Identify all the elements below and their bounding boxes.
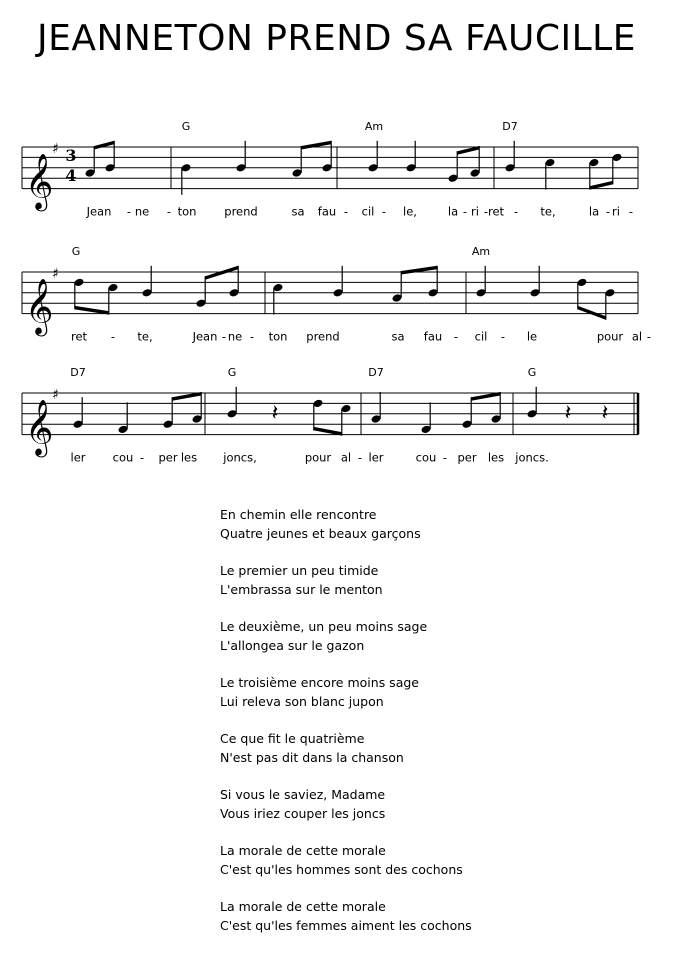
lyric-syllable: -: [139, 450, 145, 465]
lyric-syllable: cil: [474, 329, 488, 344]
verse-stanza: [220, 785, 640, 823]
note-beam: [578, 306, 606, 320]
lyric-syllable: -: [500, 329, 506, 344]
lyric-syllable: ri: [471, 204, 479, 219]
lyric-syllable: -: [453, 329, 459, 344]
staff-system-3: [22, 366, 638, 465]
lyric-syllable: -: [483, 204, 489, 219]
lyric-syllable: -: [357, 450, 363, 465]
verse-line: C'est qu'les femmes aiment les cochons: [220, 918, 472, 933]
chord-symbol: G: [181, 120, 191, 133]
verse-stanza: [220, 841, 640, 879]
verse-line: C'est qu'les hommes sont des cochons: [220, 862, 463, 877]
lyric-syllable: ret: [487, 204, 505, 219]
chord-symbol: D7: [502, 120, 518, 133]
note-beam: [94, 141, 114, 150]
lyric-syllable: cou: [112, 450, 134, 465]
lyric-syllable: -: [249, 329, 255, 344]
staff-system-2: [22, 245, 651, 344]
chord-symbol: Am: [471, 245, 491, 258]
lyric-syllable: joncs.: [515, 450, 549, 465]
lyric-syllable: -: [221, 329, 227, 344]
lyric-syllable: joncs,: [223, 450, 257, 465]
verse-line: Vous iriez couper les joncs: [220, 806, 386, 821]
lyric-syllable: la: [447, 204, 459, 219]
chord-symbol: G: [227, 366, 237, 379]
staff-system-1: [22, 120, 638, 219]
lyric-syllable: pour: [304, 450, 332, 465]
lyric-syllable: cil: [361, 204, 375, 219]
lyric-syllable: -: [442, 450, 448, 465]
key-signature-sharp-icon: ♯: [52, 387, 59, 403]
verse-stanza: [220, 673, 640, 711]
verse-line: La morale de cette morale: [220, 899, 386, 914]
verse-line: Quatre jeunes et beaux garçons: [220, 526, 421, 541]
note-beam: [401, 266, 437, 275]
lyric-syllable: Jean: [86, 204, 112, 219]
verses: [220, 505, 640, 953]
verse-line: Le deuxième, un peu moins sage: [220, 619, 428, 634]
lyric-syllable: ret: [70, 329, 88, 344]
lyric-syllable: ne: [227, 329, 243, 344]
chord-symbol: D7: [368, 366, 384, 379]
lyric-syllable: al: [631, 329, 643, 344]
lyric-syllable: ler: [368, 450, 384, 465]
treble-clef-icon: 𝄞: [25, 278, 54, 335]
lyric-syllable: la: [588, 204, 600, 219]
lyric-syllable: -: [126, 204, 132, 219]
lyric-syllable: -: [628, 204, 634, 219]
verse-stanza: [220, 505, 640, 543]
lyric-syllable: ton: [268, 329, 288, 344]
lyric-syllable: les: [487, 450, 505, 465]
lyric-syllable: fau: [317, 204, 337, 219]
sheet-music: [0, 0, 673, 470]
lyric-syllable: te,: [540, 204, 556, 219]
quarter-rest-icon: 𝄽: [564, 401, 572, 426]
verse-stanza: [220, 729, 640, 767]
verse-line: Le premier un peu timide: [220, 563, 379, 578]
lyric-syllable: ne: [134, 204, 150, 219]
lyric-syllable: le,: [403, 204, 417, 219]
verse-line: La morale de cette morale: [220, 843, 386, 858]
lyric-syllable: pour: [596, 329, 624, 344]
lyric-syllable: -: [381, 204, 387, 219]
note-beam: [205, 266, 238, 280]
lyric-syllable: prend: [306, 329, 340, 344]
chord-symbol: D7: [70, 366, 86, 379]
lyric-syllable: -: [166, 204, 172, 219]
treble-clef-icon: 𝄞: [25, 153, 54, 210]
lyric-syllable: ler: [70, 450, 86, 465]
lyric-syllable: fau: [423, 329, 443, 344]
verse-line: Si vous le saviez, Madame: [220, 787, 386, 802]
lyric-syllable: ri: [612, 204, 620, 219]
lyric-syllable: -: [646, 329, 652, 344]
verse-line: Lui releva son blanc jupon: [220, 694, 384, 709]
lyric-syllable: -: [343, 204, 349, 219]
lyric-syllable: Jean: [192, 329, 218, 344]
key-signature-sharp-icon: ♯: [52, 266, 59, 282]
lyric-syllable: sa: [291, 204, 305, 219]
key-signature-sharp-icon: ♯: [52, 141, 59, 157]
lyric-syllable: sa: [391, 329, 405, 344]
song-title: JEANNETON PREND SA FAUCILLE: [37, 18, 636, 59]
verse-line: N'est pas dit dans la chanson: [220, 750, 404, 765]
lyric-syllable: per: [158, 450, 178, 465]
chord-symbol: G: [71, 245, 81, 258]
lyric-syllable: -: [110, 329, 116, 344]
chord-symbol: Am: [364, 120, 384, 133]
lyric-syllable: -: [513, 204, 519, 219]
lyric-syllable: -: [462, 204, 468, 219]
lyric-syllable: les: [180, 450, 198, 465]
verse-stanza: [220, 897, 640, 935]
verse-line: L'allongea sur le gazon: [220, 638, 365, 653]
verse-line: En chemin elle rencontre: [220, 507, 377, 522]
lyric-syllable: al: [340, 450, 352, 465]
verse-line: Le troisième encore moins sage: [220, 675, 419, 690]
verse-line: L'embrassa sur le menton: [220, 582, 383, 597]
time-signature-top: 3: [65, 146, 77, 165]
lyric-syllable: le: [526, 329, 538, 344]
treble-clef-icon: 𝄞: [25, 399, 54, 456]
verse-stanza: [220, 561, 640, 599]
verse-stanza: [220, 617, 640, 655]
verse-line: Ce que fit le quatrième: [220, 731, 365, 746]
lyric-syllable: prend: [224, 204, 258, 219]
lyric-syllable: per: [457, 450, 477, 465]
lyric-syllable: te,: [137, 329, 153, 344]
time-signature-bottom: 4: [65, 166, 77, 185]
quarter-rest-icon: 𝄽: [271, 401, 279, 426]
lyric-syllable: ton: [177, 204, 197, 219]
note-beam: [301, 141, 331, 150]
chord-symbol: G: [527, 366, 537, 379]
lyric-syllable: -: [605, 204, 611, 219]
lyric-syllable: cou: [415, 450, 437, 465]
quarter-rest-icon: 𝄽: [601, 401, 609, 426]
